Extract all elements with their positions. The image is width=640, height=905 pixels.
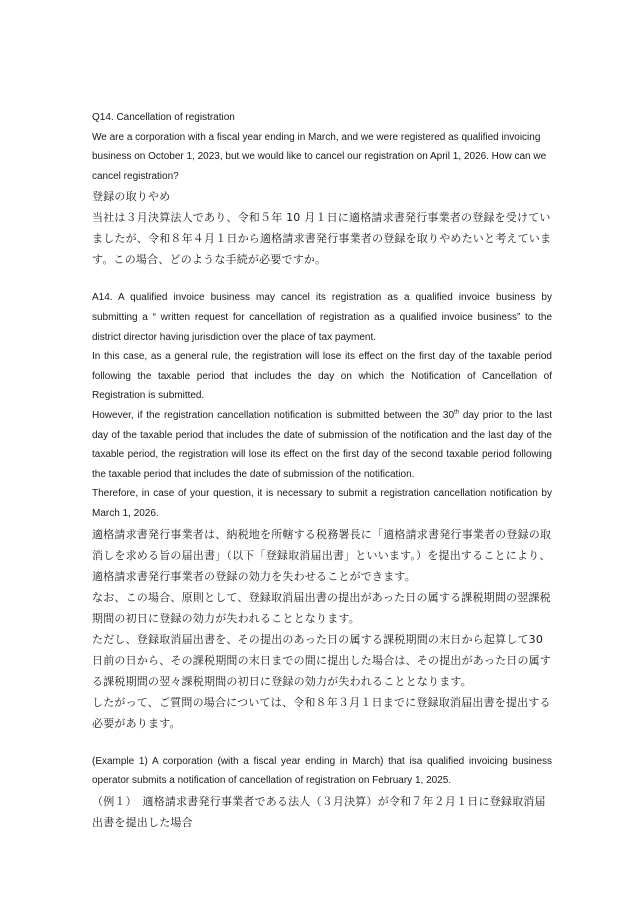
- answer-jp-paragraph-3: ただし、登録取消届出書を、その提出のあった日の属する課税期間の末日から起算して30日前の日から、その課税期間の末日までの間に提出した場合は、その提出があった日の属する課税期間の翌々課税期間の初日に登録の効力が失われることとなります。: [92, 632, 552, 688]
- question-text-en: We are a corporation with a fiscal year ending in March, and we were registered as qualified invoicing business on October 1, 2023, but we would like to cancel our registration on April 1, 2026. How can we cancel registration?: [92, 131, 547, 182]
- question-text-jp: 当社は３月決算法人であり、令和５年 10 月１日に適格請求書発行事業者の登録を受けていましたが、令和８年４月１日から適格請求書発行事業者の登録を取りやめたいと考えています。この場合、どのような手続が必要ですか。: [92, 211, 552, 267]
- answer-paragraph-2: In this case, as a general rule, the registration will lose its effect on the first day of the taxable period following the taxable period that includes the day on which the Notification of Cancellation of Registration is submitted.: [92, 351, 552, 402]
- ordinal-suffix: th: [454, 409, 460, 416]
- document-body: [92, 108, 552, 833]
- spacer: [92, 270, 552, 288]
- answer-jp-paragraph-1: 適格請求書発行事業者は、納税地を所轄する税務署長に「適格請求書発行事業者の登録の取消しを求める旨の届出書」（以下「登録取消届出書」といいます。）を提出することにより、適格請求書発行事業者の登録の効力を失わせることができます。: [92, 527, 552, 583]
- answer-paragraph-4: Therefore, in case of your question, it is necessary to submit a registration cancellation notification by March 1, 2026.: [92, 488, 552, 519]
- question-title: Q14. Cancellation of registration: [92, 112, 235, 123]
- question-title-jp: 登録の取りやめ: [92, 190, 171, 204]
- example-1-en: (Example 1) A corporation (with a fiscal year ending in March) that isa qualified invoicing business operator submits a notification of cancellation of registration on February 1, 2025.: [92, 755, 552, 787]
- spacer: [92, 734, 552, 752]
- answer-jp-paragraph-4: したがって、ご質問の場合については、令和８年３月１日までに登録取消届出書を提出する必要があります。: [92, 695, 551, 730]
- answer-jp-paragraph-2: なお、この場合、原則として、登録取消届出書の提出があった日の属する課税期間の翌課税期間の初日に登録の効力が失われることとなります。: [92, 590, 551, 625]
- answer-paragraph-1: A14. A qualified invoice business may cancel its registration as a qualified invoice business by submitting a “ written request for cancellation of registration as a qualified invoice business” to the district director having jurisdiction over the place of tax payment.: [92, 292, 552, 343]
- example-1-jp: （例１） 適格請求書発行事業者である法人（３月決算）が令和７年２月１日に登録取消届出書を提出した場合: [92, 794, 546, 829]
- answer-paragraph-3-end: day prior to the last day of the taxable period that includes the date of submission of the notification and the last day of the taxable period, the registration will lose its effect on the first day of the second taxable period following the taxable period that includes the date of submission of the notification.: [92, 409, 552, 480]
- answer-paragraph-3-start: However, if the registration cancellation notification is submitted between the 30: [92, 409, 455, 421]
- answer-paragraph-3: [92, 406, 552, 484]
